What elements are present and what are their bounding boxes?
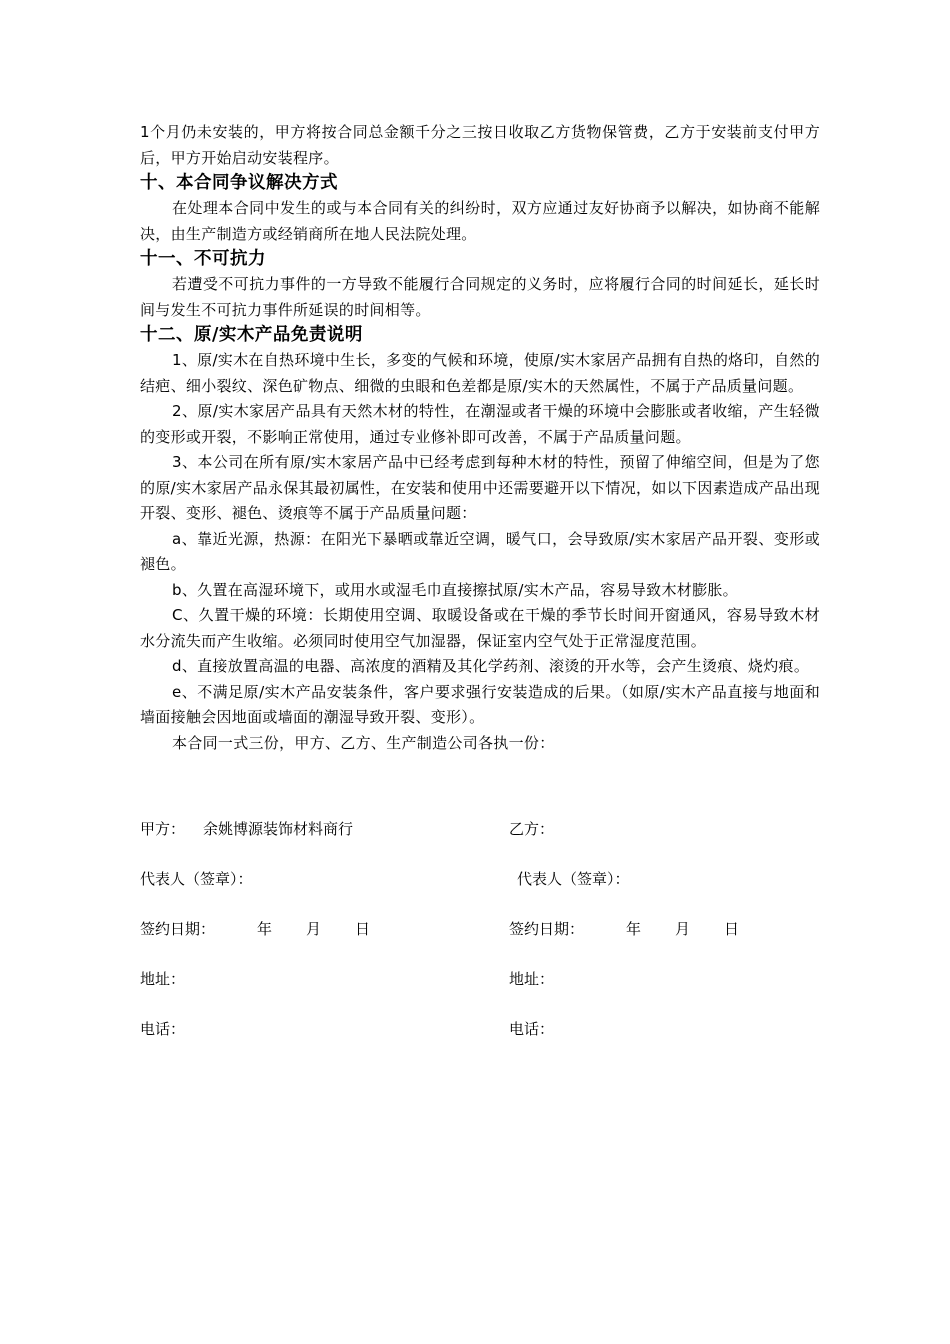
signature-row-date [140,917,820,967]
paragraph-continued: 1个月仍未安装的，甲方将按合同总金额千分之三按日收取乙方货物保管费，乙方于安装前支付甲方后，甲方开始启动安装程序。 [140,123,820,167]
phone-b [509,1017,554,1042]
paragraph-dispute: 在处理本合同中发生的或与本合同有关的纠纷时，双方应通过友好协商予以解决，如协商不能解决，由生产制造方或经销商所在地人民法院处理。 [140,199,820,243]
party-b [509,817,554,842]
representative-a [140,867,253,892]
paragraph-force-majeure: 若遭受不可抗力事件的一方导致不能履行合同规定的义务时，应将履行合同的时间延长，延长时间与发生不可抗力事件所延误的时间相等。 [140,275,820,319]
date-b [509,917,739,942]
paragraph-item-e: e、不满足原/实木产品安装条件，客户要求强行安装造成的后果。（如原/实木产品直接与地面和墙面接触会因地面或墙面的潮湿导致开裂、变形）。 [140,682,820,726]
address-b-label: 地址： [509,970,555,988]
signature-row-phone [140,1017,820,1067]
party-a-label: 甲方： [140,820,186,838]
paragraph-copies: 本合同一式三份，甲方、乙方、生产制造公司各执一份： [172,733,555,752]
date-a-label: 签约日期： [140,920,216,938]
signature-row-representative [140,867,820,917]
signature-block [140,817,820,1067]
date-a [140,917,370,942]
paragraph-item-d: d、直接放置高温的电器、高浓度的酒精及其化学药剂、滚烫的开水等，会产生烫痕、烧灼痕。 [172,657,810,675]
contract-body [140,120,820,756]
phone-a [140,1017,185,1042]
paragraph-exemption-2: 2、原/实木家居产品具有天然木材的特性，在潮湿或者干燥的环境中会膨胀或者收缩，产生轻微的变形或开裂，不影响正常使用，通过专业修补即可改善，不属于产品质量问题。 [140,402,820,446]
party-b-label: 乙方： [509,820,555,838]
paragraph-exemption-1: 1、原/实木在自热环境中生长，多变的气候和环境，使原/实木家居产品拥有自热的烙印，自然的结疤、细小裂纹、深色矿物点、细微的虫眼和色差都是原/实木的天然属性，不属于产品质量问题。 [140,351,820,395]
section-heading-11: 十一、不可抗力 [140,249,266,269]
address-b [509,967,554,992]
address-a [140,967,185,992]
paragraph-item-a: a、靠近光源，热源：在阳光下暴晒或靠近空调，暖气口，会导致原/实木家居产品开裂、变形或褪色。 [140,529,820,573]
representative-a-label: 代表人（签章）： [140,870,253,888]
date-b-year: 年 [626,920,642,938]
section-heading-12: 十二、原/实木产品免责说明 [140,325,363,345]
date-a-month: 月 [306,920,322,938]
signature-row-address [140,967,820,1017]
paragraph-exemption-3: 3、本公司在所有原/实木家居产品中已经考虑到每种木材的特性，预留了伸缩空间，但是为了您的原/实木家居产品永保其最初属性，在安装和使用中还需要避开以下情况，如以下因素造成产品出现开裂、变形、褪色、烫痕等不属于产品质量问题： [140,453,820,522]
section-heading-10: 十、本合同争议解决方式 [140,173,338,193]
address-a-label: 地址： [140,970,186,988]
party-a-name: 余姚博源装饰材料商行 [203,820,354,838]
party-a [140,817,353,842]
representative-b [517,867,630,892]
date-b-label: 签约日期： [509,920,585,938]
date-b-day: 日 [724,920,740,938]
date-a-year: 年 [257,920,273,938]
date-a-day: 日 [355,920,371,938]
phone-b-label: 电话： [509,1020,555,1038]
signature-row-party [140,817,820,867]
representative-b-label: 代表人（签章）： [517,870,630,888]
phone-a-label: 电话： [140,1020,186,1038]
paragraph-item-c: C、久置干燥的环境：长期使用空调、取暖设备或在干燥的季节长时间开窗通风，容易导致木材水分流失而产生收缩。必须同时使用空气加湿器，保证室内空气处于正常湿度范围。 [140,606,820,650]
date-b-month: 月 [675,920,691,938]
paragraph-item-b: b、久置在高湿环境下，或用水或湿毛巾直接擦拭原/实木产品，容易导致木材膨胀。 [172,580,738,599]
